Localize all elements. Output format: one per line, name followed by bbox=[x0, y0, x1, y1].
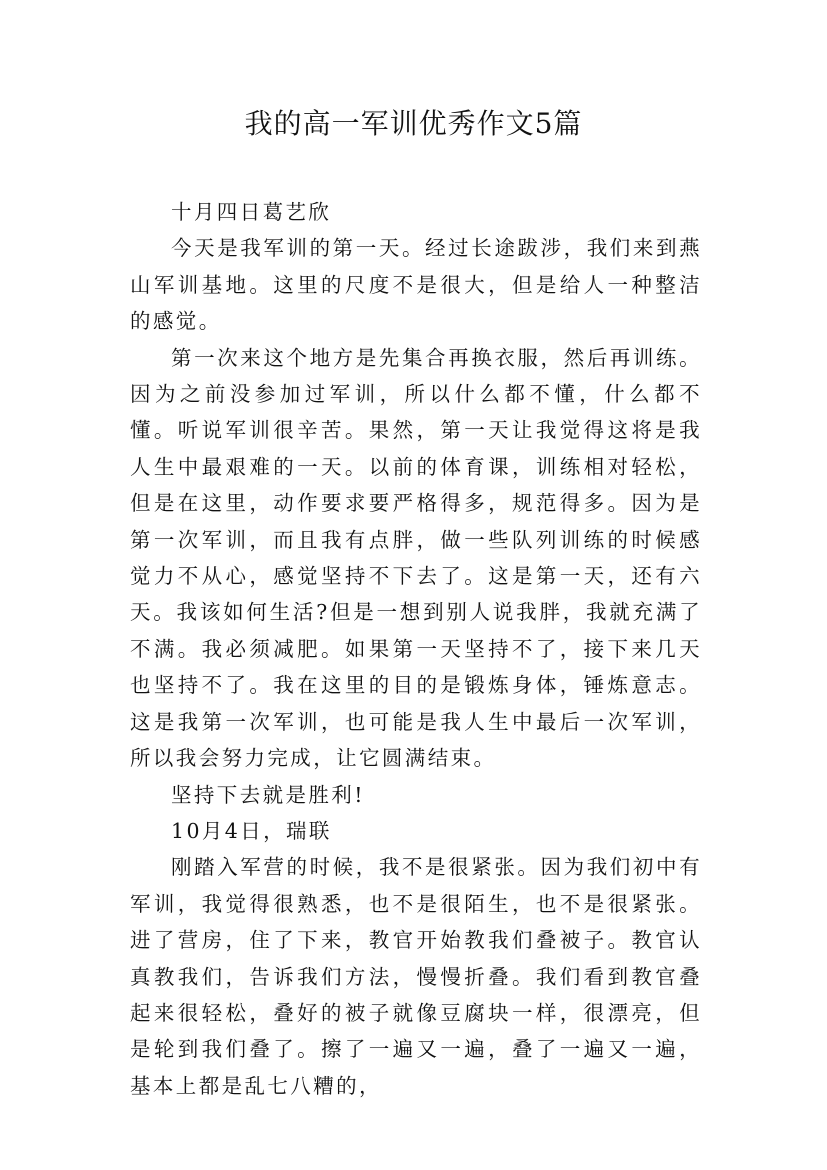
author-date-line: 10月4日，瑞联 bbox=[171, 818, 332, 843]
document-title: 我的高一军训优秀作文5篇 bbox=[244, 107, 583, 140]
body-paragraph: 今天是我军训的第一天。经过长途跋涉，我们来到燕山军训基地。这里的尺度不是很大，但是给人一种整洁的感觉。 bbox=[130, 236, 702, 334]
author-date-line: 十月四日葛艺欣 bbox=[171, 200, 332, 224]
body-paragraph: 坚持下去就是胜利! bbox=[171, 782, 365, 807]
body-paragraph: 刚踏入军营的时候，我不是很紧张。因为我们初中有军训，我觉得很熟悉，也不是很陌生，也不是很紧张。进了营房，住了下来，教官开始教我们叠被子。教官认真教我们，告诉我们方法，慢慢折叠。我们看到教官叠起来很轻松，叠好的被子就像豆腐块一样，很漂亮，但是轮到我们叠了。擦了一遍又一遍，叠了一遍又一遍，基本上都是乱七八糟的， bbox=[130, 855, 702, 1098]
body-paragraph: 第一次来这个地方是先集合再换衣服，然后再训练。因为之前没参加过军训，所以什么都不懂，什么都不懂。听说军训很辛苦。果然，第一天让我觉得这将是我人生中最艰难的一天。以前的体育课，训练相对轻松，但是在这里，动作要求要严格得多，规范得多。因为是第一次军训，而且我有点胖，做一些队列训练的时候感觉力不从心，感觉坚持不下去了。这是第一天，还有六天。我该如何生活?但是一想到别人说我胖，我就充满了不满。我必须减肥。如果第一天坚持不了，接下来几天也坚持不了。我在这里的目的是锻炼身体，锤炼意志。这是我第一次军训，也可能是我人生中最后一次军训，所以我会努力完成，让它圆满结束。 bbox=[130, 345, 702, 771]
document-body bbox=[130, 194, 702, 1104]
